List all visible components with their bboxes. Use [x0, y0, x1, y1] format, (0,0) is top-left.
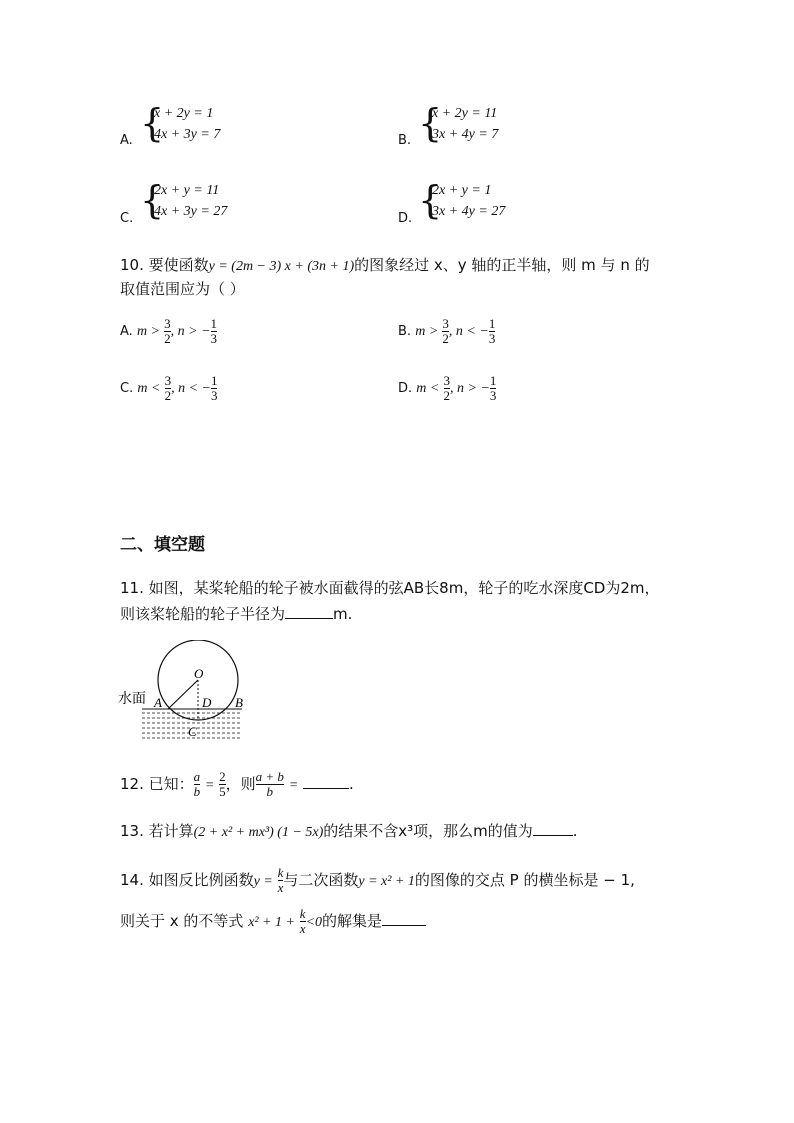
q10-option-d-frac2: [490, 374, 497, 403]
q11-stem-line1: 11. 如图，某桨轮船的轮子被水面截得的弦AB长8m，轮子的吃水深度CD为2m，: [120, 579, 660, 597]
frac-denominator: 3: [210, 388, 218, 403]
q9-option-b-system: [432, 103, 498, 145]
q10-option-c-frac2: [211, 374, 218, 403]
q10-option-c-label: C.: [120, 381, 134, 396]
point-o-label: O: [194, 666, 204, 681]
frac-numerator: 3: [164, 373, 172, 388]
q14-stem-line1: [120, 866, 635, 895]
q9-option-b-label: B.: [398, 133, 412, 148]
point-a-label: A: [154, 695, 162, 710]
water-label: 水面: [118, 691, 146, 707]
q10-option-a-frac2: [211, 317, 218, 346]
q13-formula: (2 + x² + mx³) (1 − 5x): [193, 825, 324, 840]
frac-denominator: 3: [488, 331, 496, 346]
q14-f1-lhs: y =: [253, 874, 273, 889]
q10-option-b-part2: , n < −: [448, 324, 489, 339]
point-c-label: C: [188, 724, 197, 739]
q13-suffix: .: [572, 822, 578, 840]
q11-stem-suffix: m.: [333, 605, 353, 623]
radius-oa: [168, 680, 198, 709]
q13-mid: 的结果不含x³项，那么m的值为: [323, 822, 533, 840]
q9-option-b-eq1: x + 2y = 11: [432, 106, 498, 121]
frac-numerator: 3: [164, 316, 171, 331]
q9-option-c-system: [154, 180, 227, 222]
q12-equals: =: [204, 778, 215, 793]
q10-option-b: [398, 317, 495, 346]
q9-option-b-brace: {: [418, 101, 443, 145]
q10-option-b-part1: m >: [415, 324, 439, 339]
frac-denominator: x: [299, 921, 306, 936]
q9-option-c-brace: {: [140, 178, 165, 222]
frac-numerator: k: [299, 906, 306, 921]
q10-option-c-part1: m <: [137, 381, 161, 396]
frac-numerator: 1: [210, 373, 218, 388]
q12-equals-2: =: [288, 778, 299, 793]
frac-denominator: 5: [219, 784, 226, 799]
q12-frac-ab-b: [256, 770, 284, 799]
q10-option-c: [120, 374, 217, 403]
q10-option-a-part1: m >: [136, 324, 160, 339]
q9-option-a-brace: {: [140, 101, 165, 145]
q9-option-c-eq2: 4x + 3y = 27: [154, 204, 228, 219]
section-title: 二、填空题: [120, 535, 205, 555]
q11-answer-blank[interactable]: [285, 604, 333, 619]
q14-ineq-lhs: x² + 1 +: [248, 915, 296, 930]
q12-prefix: 12. 已知：: [120, 775, 194, 793]
frac-denominator: 3: [210, 331, 218, 346]
q9-option-a-eq2: 4x + 3y = 7: [154, 127, 221, 142]
q14-stem-line2: [120, 907, 426, 936]
q12-mid: ，则: [225, 775, 256, 793]
q12-frac-a-b: [194, 770, 201, 799]
q14-answer-blank[interactable]: [382, 911, 426, 926]
frac-numerator: 1: [488, 316, 496, 331]
q9-option-b-eq2: 3x + 4y = 7: [432, 127, 499, 142]
q14-line2-suffix: 的解集是: [322, 912, 383, 930]
q9-option-d-system: [432, 180, 505, 222]
q10-option-a-label: A.: [120, 324, 133, 339]
q10-option-d-part1: m <: [416, 381, 440, 396]
frac-denominator: x: [277, 880, 284, 895]
q11-stem-prefix: 则该桨轮船的轮子半径为: [120, 605, 286, 623]
q10-option-a: [120, 317, 217, 346]
q10-stem-line2: 取值范围应为（ ）: [120, 280, 245, 298]
q12-suffix: .: [348, 775, 354, 793]
q14-suffix: 的图像的交点 P 的横坐标是 − 1,: [414, 871, 635, 889]
q13-answer-blank[interactable]: [533, 821, 573, 836]
q9-option-a-label: A.: [120, 133, 133, 148]
q14-line2-prefix: 则关于 x 的不等式: [120, 912, 244, 930]
q9-option-d-brace: {: [418, 178, 443, 222]
frac-denominator: 2: [164, 388, 172, 403]
frac-numerator: 3: [443, 373, 450, 388]
frac-denominator: 3: [489, 388, 497, 403]
q12-stem: [120, 770, 354, 799]
frac-denominator: b: [193, 784, 201, 799]
q10-option-d-label: D.: [398, 381, 413, 396]
q14-ineq-rhs: <0: [305, 915, 323, 930]
q9-option-d-eq1: 2x + y = 1: [432, 183, 492, 198]
q10-option-b-label: B.: [398, 324, 412, 339]
q10-option-d-part2: , n > −: [450, 381, 490, 396]
frac-denominator: 2: [443, 388, 450, 403]
q9-option-c-eq1: 2x + y = 11: [154, 183, 220, 198]
paddle-wheel-figure: [118, 640, 258, 745]
frac-numerator: 3: [442, 316, 449, 331]
frac-denominator: 2: [164, 331, 171, 346]
frac-numerator: 1: [210, 316, 218, 331]
frac-numerator: 1: [489, 373, 497, 388]
q9-option-c-label: C.: [120, 211, 134, 226]
frac-denominator: 2: [442, 331, 449, 346]
q10-stem-prefix: 10. 要使函数: [120, 256, 209, 274]
q10-option-d: [398, 374, 496, 403]
q10-stem-line1: [120, 254, 650, 275]
q9-option-a-eq1: x + 2y = 1: [154, 106, 214, 121]
frac-denominator: b: [256, 784, 284, 799]
q9-option-a-system: [154, 103, 220, 145]
frac-numerator: k: [277, 865, 284, 880]
q10-formula: y = (2m − 3) x + (3n + 1): [208, 259, 355, 274]
frac-numerator: a: [193, 769, 201, 784]
q14-prefix: 14. 如图反比例函数: [120, 871, 254, 889]
q9-option-d-label: D.: [398, 211, 413, 226]
q10-option-b-frac2: [489, 317, 496, 346]
q13-prefix: 13. 若计算: [120, 822, 194, 840]
q11-stem-line2: [120, 603, 352, 624]
q14-mid: 与二次函数: [283, 871, 359, 889]
frac-numerator: a + b: [255, 769, 284, 784]
q9-option-d-eq2: 3x + 4y = 27: [432, 204, 506, 219]
point-d-label: D: [202, 695, 212, 710]
q13-stem: [120, 820, 578, 841]
q10-stem-suffix: 的图象经过 x、y 轴的正半轴，则 m 与 n 的: [354, 256, 650, 274]
q10-option-a-part2: , n > −: [170, 324, 211, 339]
frac-numerator: 2: [219, 769, 226, 784]
point-b-label: B: [235, 695, 243, 710]
q12-answer-blank[interactable]: [303, 774, 349, 789]
q10-option-c-part2: , n < −: [171, 381, 211, 396]
q14-f2: y = x² + 1: [358, 874, 415, 889]
